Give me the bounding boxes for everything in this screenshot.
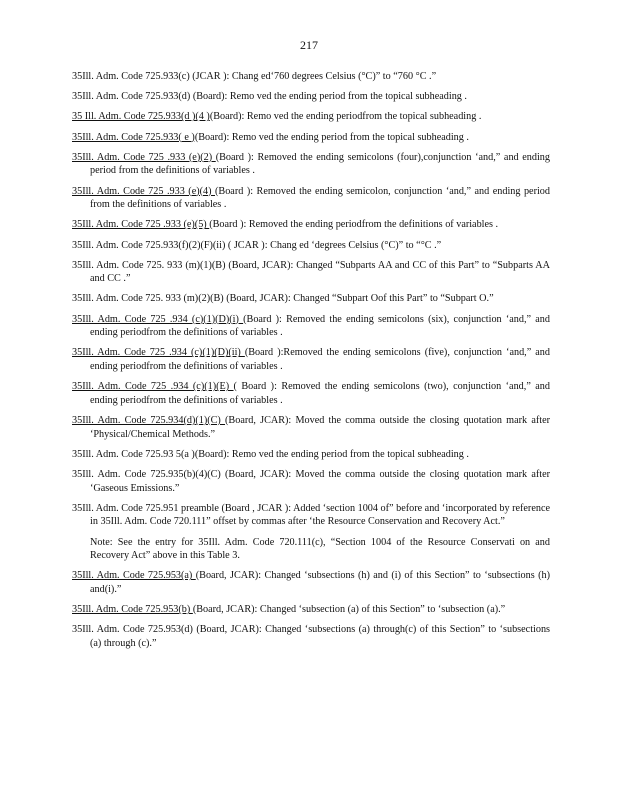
table-entry bbox=[72, 239, 550, 253]
entry-text: (Board): Remo ved the ending period from the topical subheading . bbox=[190, 91, 467, 103]
table-entry bbox=[72, 313, 550, 340]
entry-text: (Board ):Removed the ending semicolons (five), conjunction ‘and,” and ending periodfrom the definitions of variables . bbox=[90, 347, 550, 373]
table-entry bbox=[72, 448, 550, 462]
entry-text: (Board): Remo ved the ending periodfrom the topical subheading . bbox=[209, 111, 482, 123]
table-entry bbox=[72, 90, 550, 104]
table-entry bbox=[72, 502, 550, 529]
entry-list bbox=[72, 569, 550, 650]
entry-text: (Board, JCAR): Changed “Subparts AA and CC of this Part” to “Subparts AA and CC .” bbox=[90, 259, 550, 285]
table-entry bbox=[72, 110, 550, 124]
entry-text: ( Board ): Removed the ending semicolons (two), conjunction ‘and,” and ending periodfrom the definitions of variables . bbox=[90, 381, 550, 406]
table-entry bbox=[72, 346, 550, 373]
entry-text: (Board ): Removed the ending semicolons (four),conjunction ‘and,” and ending period from the definitions of variables . bbox=[90, 151, 550, 177]
entry-citation: 35Ill. Adm. Code 725.933(f)(2)(F)(ii) bbox=[72, 239, 226, 251]
table-entry bbox=[72, 70, 550, 84]
entry-citation: 35Ill. Adm. Code 725.934(d)(1)(C) bbox=[72, 415, 226, 426]
entry-text: ( JCAR ): Chang ed ‘degrees Celsius (°C)” to “°C .” bbox=[225, 239, 442, 251]
entry-citation: 35 Ill. Adm. Code 725.933(d )(4 ) bbox=[72, 111, 210, 123]
entry-citation: 35Ill. Adm. Code 725.951 preamble bbox=[72, 502, 219, 514]
note-paragraph: Note: See the entry for 35Ill. Adm. Code 720.111(c), “Section 1004 of the Resource Conservati on and Recovery Act” above in this Table 3. bbox=[90, 536, 550, 562]
table-entry bbox=[72, 292, 550, 306]
entry-citation: 35Ill. Adm. Code 725.933(c) bbox=[72, 71, 190, 82]
entry-citation: 35Ill. Adm. Code 725.933( e ) bbox=[72, 131, 195, 143]
entry-citation: 35Ill. Adm. Code 725 .933 (e)(4) bbox=[72, 185, 216, 197]
entry-citation: 35Ill. Adm. Code 725 .933 (e)(5) bbox=[72, 219, 210, 231]
entry-text: (Board, JCAR): Changed ‘subsections (h) and (i) of this Section” to ‘subsections (h) and(i).” bbox=[90, 570, 550, 595]
entry-text: (Board): Remo ved the ending period from the topical subheading . bbox=[194, 131, 469, 143]
table-entry bbox=[72, 185, 550, 212]
entry-citation: 35Ill. Adm. Code 725 .934 (c)(1)(E) bbox=[72, 381, 234, 393]
table-entry bbox=[72, 218, 550, 232]
entry-citation: 35Ill. Adm. Code 725.953(d) bbox=[72, 624, 193, 636]
entry-text: (Board , JCAR ): Added ‘section 1004 of” before and ‘incorporated by reference in 35Ill. Adm. Code 720.111” offset by commas after ‘the Resource Conservation and Recovery Act.” bbox=[90, 502, 550, 528]
table-entry bbox=[72, 131, 550, 145]
amendment-table bbox=[72, 70, 550, 657]
entry-citation: 35Ill. Adm. Code 725. 933 (m)(1)(B) bbox=[72, 259, 226, 271]
entry-citation: 35Ill. Adm. Code 725.935(b)(4)(C) bbox=[72, 468, 221, 480]
entry-citation: 35Ill. Adm. Code 725. 933 (m)(2)(B) bbox=[72, 293, 224, 305]
entry-text: (Board, JCAR): Changed “Subpart Oof this Part” to “Subpart O.” bbox=[223, 293, 494, 305]
entry-citation: 35Ill. Adm. Code 725.93 5(a ) bbox=[72, 448, 195, 460]
entry-text: (Board, JCAR): Changed ‘subsections (a) through(c) of this Section” to ‘subsections (a) through (c).” bbox=[90, 624, 551, 649]
entry-text: (Board, JCAR): Changed ‘subsection (a) of this Section” to ‘subsection (a).” bbox=[192, 604, 506, 616]
entry-citation: 35Ill. Adm. Code 725 .934 (c)(1)(D)(i) bbox=[72, 313, 244, 325]
table-entry bbox=[72, 414, 550, 441]
page-number: 217 bbox=[300, 38, 318, 52]
table-entry bbox=[72, 623, 550, 650]
entry-text: (Board, JCAR): Moved the comma outside the closing quotation mark after ‘Physical/Chemical Methods.” bbox=[90, 415, 550, 440]
table-entry bbox=[72, 468, 550, 495]
entry-text: (Board, JCAR): Moved the comma outside the closing quotation mark after ‘Gaseous Emissions.” bbox=[90, 468, 550, 494]
entry-citation: 35Ill. Adm. Code 725.953(a) bbox=[72, 570, 196, 582]
table-entry bbox=[72, 380, 550, 407]
entry-text: (Board ): Removed the ending semicolons (six), conjunction ‘and,” and ending periodfrom the definitions of variables . bbox=[90, 313, 550, 339]
entry-text: (Board ): Removed the ending semicolon, conjunction ‘and,” and ending period from the definitions of variables . bbox=[90, 185, 550, 211]
table-entry bbox=[72, 151, 550, 178]
entry-citation: 35Ill. Adm. Code 725 .934 (c)(1)(D)(ii) bbox=[72, 347, 245, 359]
entry-text: (Board): Remo ved the ending period from the topical subheading . bbox=[194, 448, 469, 460]
table-entry bbox=[72, 259, 550, 286]
entry-text: (JCAR ): Chang ed‘760 degrees Celsius (°C)” to “760 °C .” bbox=[189, 71, 437, 82]
table-entry bbox=[72, 569, 550, 596]
entry-text: (Board ): Removed the ending periodfrom the definitions of variables . bbox=[209, 219, 499, 231]
entry-citation: 35Ill. Adm. Code 725 .933 (e)(2) bbox=[72, 151, 216, 163]
entry-citation: 35Ill. Adm. Code 725.953(b) bbox=[72, 604, 193, 616]
entry-list bbox=[72, 70, 550, 529]
table-entry bbox=[72, 603, 550, 617]
entry-citation: 35Ill. Adm. Code 725.933(d) bbox=[72, 91, 191, 103]
